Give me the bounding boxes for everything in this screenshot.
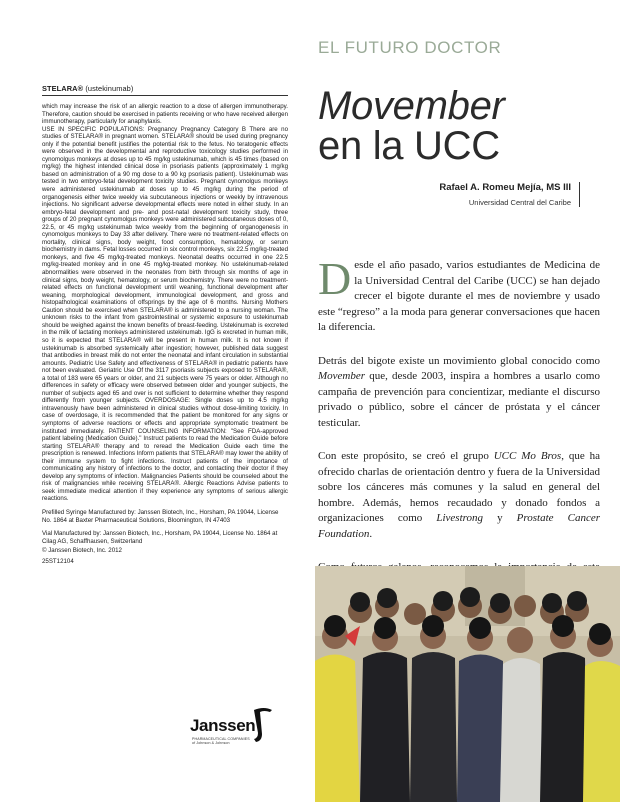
p3-text-d: . [369,527,373,540]
p3-text-c: y [483,512,517,524]
p1-text: esde el año pasado, varios estudiantes de Medicina de la Universidad Central del Caribe (UCC) se han dejado crecer el bigote durante el mes de noviembre y usado este “regreso” a la moda para generar conversaciones que hacen la diferencia. [318,259,600,333]
article-title-line2: en la UCC [318,124,500,168]
pi-paragraph-1: which may increase the risk of an allergic reaction to a dose of allergen immunotherapy. Therefore, caution should be exercised in patients receiving or who have received allergen immunotherapy, particularly for anaphylaxis. [42,103,288,126]
manufacturer-info [42,509,288,565]
janssen-logo [188,704,278,748]
group-photo-illustration [315,566,620,802]
prescribing-info-header [42,84,288,96]
section-kicker: EL FUTURO DOCTOR [318,38,502,57]
logo-word: Janssen [190,716,256,735]
group-photo [315,566,620,802]
p3-text-b: , que ha ofrecido charlas de orientación dentro y fuera de la Universidad sobre los cánceres más comunes y la salud en general del hombre. Además, hemos recaudado y donado fondos a organizaciones como [318,450,601,524]
article-paragraph-2 [318,354,600,432]
prescribing-info-column [42,84,288,571]
logo-tagline: PHARMACEUTICAL COMPANIES of Johnson & Johnson [192,737,250,745]
p2-text-b: que, desde 2003, inspira a hombres a usarlo como campaña de prevención para concientizar, mediante el discurso privado o público, sobre el cáncer de próstata y el cáncer testicular. [318,370,600,429]
p3-emphasis-3: Prostate Cancer Foundation [318,512,600,540]
header-sub: (ustekinumab) [85,84,134,93]
doc-code: 25ST12104 [42,557,74,565]
byline [439,182,580,207]
article-paragraph-1 [318,253,600,336]
p3-emphasis-2: Livestrong [436,512,484,524]
p2-text-a: Detrás del bigote existe un movimiento global conocido como [318,354,600,367]
dropcap: D [318,253,352,304]
author-institution: Universidad Central del Caribe [468,198,571,207]
article-title-line1: Movember [318,84,505,128]
janssen-mark-icon [250,704,276,744]
mfg-vial: Vial Manufactured by: Janssen Biotech, Inc., Horsham, PA 19044, License No. 1864 at Cilag AG, Schaffhausen, Switzerland [42,530,278,545]
pi-paragraph-2: USE IN SPECIFIC POPULATIONS: Pregnancy Pregnancy Category B There are no studies of STELARA® in pregnant women. STELARA® should be used during pregnancy only if the potential benefit justifies the potential risk to the fetus. No teratogenic effects were observed in the developmental and reproductive toxicology studies performed in cynomolgus monkeys at doses up to 45 mg/kg ustekinumab, which is 45 times (based on mg/kg) the highest intended clinical dose in psoriasis patients (approximately 1 mg/kg based on administration of a 90 mg dose to a 90 kg psoriasis patient). Ustekinumab was tested in two embryo-fetal development toxicity studies. Pregnant cynomolgus monkeys were administered ustekinumab at doses up to 45 mg/kg during the period of organogenesis either twice weekly via subcutaneous injections or weekly by intravenous injections. No significant adverse developmental effects were noted in either study. In an embryo-fetal development and pre- and post-natal development toxicity study, three groups of 20 pregnant cynomolgus monkeys were administered subcutaneous doses of 0, 22.5, or 45 mg/kg ustekinumab twice weekly from the beginning of organogenesis in cynomolgus monkeys to Day 33 after delivery. There were no treatment-related effects on mortality, clinical signs, body weight, food consumption, hematology, or serum biochemistry in dams. Fetal losses occurred in six control monkeys, six 22.5 mg/kg-treated monkeys, and five 45 mg/kg-treated monkeys. Neonatal deaths occurred in one 22.5 mg/kg-treated monkey and in one 45 mg/kg-treated monkey. No ustekinumab-related abnormalities were observed in the neonates from birth through six months of age in clinical signs, body weight, hematology, or serum biochemistry. There were no treatment-related effects on functional development until weaning, functional development after weaning, morphological development, immunological development, and gross and histopathological examinations of offsprings by the age of 6 months. Nursing Mothers Caution should be exercised when STELARA® is administered to a nursing woman. The unknown risks to the infant from gastrointestinal or systemic exposure to ustekinumab should be weighed against the known benefits of breast-feeding. Ustekinumab is excreted in the milk of lactating monkeys administered ustekinumab. IgG is excreted in human milk, so it is expected that STELARA® will be present in human milk. It is not known if ustekinumab is absorbed systemically after ingestion; however, published data suggest that antibodies in breast milk do not enter the neonatal and infant circulation in substantial amounts. Pediatric Use Safety and effectiveness of STELARA® in pediatric patients have not been evaluated. Geriatric Use Of the 3117 psoriasis subjects exposed to STELARA®, a total of 183 were 65 years or older, and 21 subjects were 75 years or older. Although no differences in safety or efficacy were observed between older and younger subjects, the number of subjects aged 65 and over is not sufficient to determine whether they respond differently from younger subjects. OVERDOSAGE: Single doses up to 4.5 mg/kg intravenously have been administered in clinical studies without dose-limiting toxicity. In case of overdosage, it is recommended that the patient be monitored for any signs or symptoms of adverse reactions or effects and appropriate symptomatic treatment be instituted immediately. PATIENT COUNSELING INFORMATION: "See FDA-approved patient labeling (Medication Guide)." Instruct patients to read the Medication Guide before starting STELARA® therapy and to reread the Medication Guide each time the prescription is renewed. Infections Inform patients that STELARA® may lower the ability of their immune system to fight infections. Instruct patients of the importance of communicating any history of infections to the doctor, and contacting their doctor if they develop any symptoms of infection. Malignancies Patients should be counseled about the risk of malignancies while receiving STELARA®. Allergic Reactions Advise patients to seek immediate medical attention if they experience any symptoms of serious allergic reactions. [42,125,288,503]
p3-text-a: Con este propósito, se creó el grupo [318,450,494,462]
prescribing-info-text [42,103,288,503]
mfg-syringe: Prefilled Syringe Manufactured by: Janssen Biotech, Inc., Horsham, PA 19044, License No. 1864 at Baxter Pharmaceutical Solutions, Bloomington, IN 47403 [42,508,279,524]
author-name: Rafael A. Romeu Mejía, MS III [439,182,571,193]
copyright: © Janssen Biotech, Inc. 2012 [42,547,122,555]
p2-emphasis: Movember [318,370,366,382]
header-brand: STELARA® [42,84,84,93]
p3-emphasis-1: UCC Mo Bros [493,450,562,462]
article-paragraph-3 [318,449,600,542]
